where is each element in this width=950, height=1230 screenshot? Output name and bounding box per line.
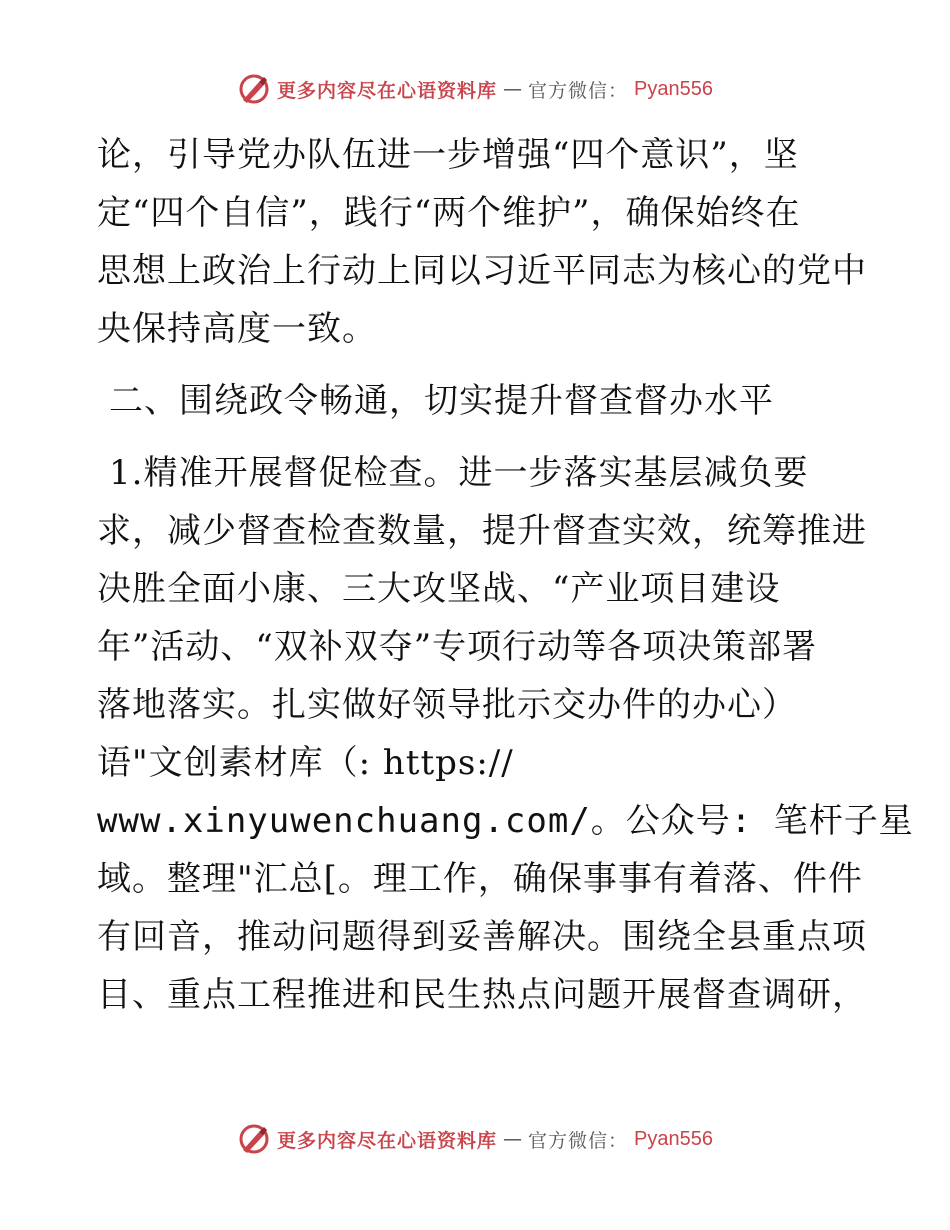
text-line: 目、重点工程推进和民生热点问题开展督查调研， xyxy=(97,975,867,1015)
section-heading: 二、围绕政令畅通，切实提升督查督办水平 xyxy=(109,381,774,421)
text-line: 年”活动、“双补双夺”专项行动等各项决策部署 xyxy=(97,627,818,667)
header-banner xyxy=(0,72,950,106)
text-line: 域。整理"汇总[。理工作，确保事事有着落、件件 xyxy=(97,859,863,899)
banner-contact-label: 官方微信： xyxy=(528,79,629,102)
footer-banner xyxy=(0,1122,950,1156)
pen-circle-logo-icon xyxy=(237,72,271,106)
banner-contact-label: 官方微信： xyxy=(528,1129,629,1152)
banner-contact-id: Pyan556 xyxy=(634,77,713,100)
paragraph-1 xyxy=(97,126,867,358)
text-line: 论，引导党办队伍进一步增强“四个意识”，坚 xyxy=(97,135,799,175)
text-line-url: www.xinyuwenchuang.com/。公众号: 笔杆子星 xyxy=(97,801,914,841)
banner-dash: — xyxy=(503,1128,523,1150)
pen-circle-logo-icon xyxy=(237,1122,271,1156)
text-line: 落地落实。扎实做好领导批示交办件的办心） xyxy=(97,685,797,725)
text-line: 求，减少督查检查数量，提升督查实效，统筹推进 xyxy=(97,511,867,551)
text-line: 定“四个自信”，践行“两个维护”，确保始终在 xyxy=(97,193,801,233)
banner-dash: — xyxy=(503,78,523,100)
text-line: 有回音，推动问题得到妥善解决。围绕全县重点项 xyxy=(97,917,867,957)
banner-title: 更多内容尽在心语资料库 xyxy=(277,1129,498,1152)
text-line: 思想上政治上行动上同以习近平同志为核心的党中 xyxy=(97,251,867,291)
paragraph-2 xyxy=(97,444,914,1024)
banner-contact-id: Pyan556 xyxy=(634,1127,713,1150)
text-line: 决胜全面小康、三大攻坚战、“产业项目建设 xyxy=(97,569,781,609)
document-body xyxy=(97,126,914,1024)
text-line: 语"文创素材库（: https:// xyxy=(97,743,514,783)
banner-title: 更多内容尽在心语资料库 xyxy=(277,79,498,102)
text-line: 央保持高度一致。 xyxy=(97,309,377,349)
text-line: 1.精准开展督促检查。进一步落实基层减负要 xyxy=(109,453,809,493)
